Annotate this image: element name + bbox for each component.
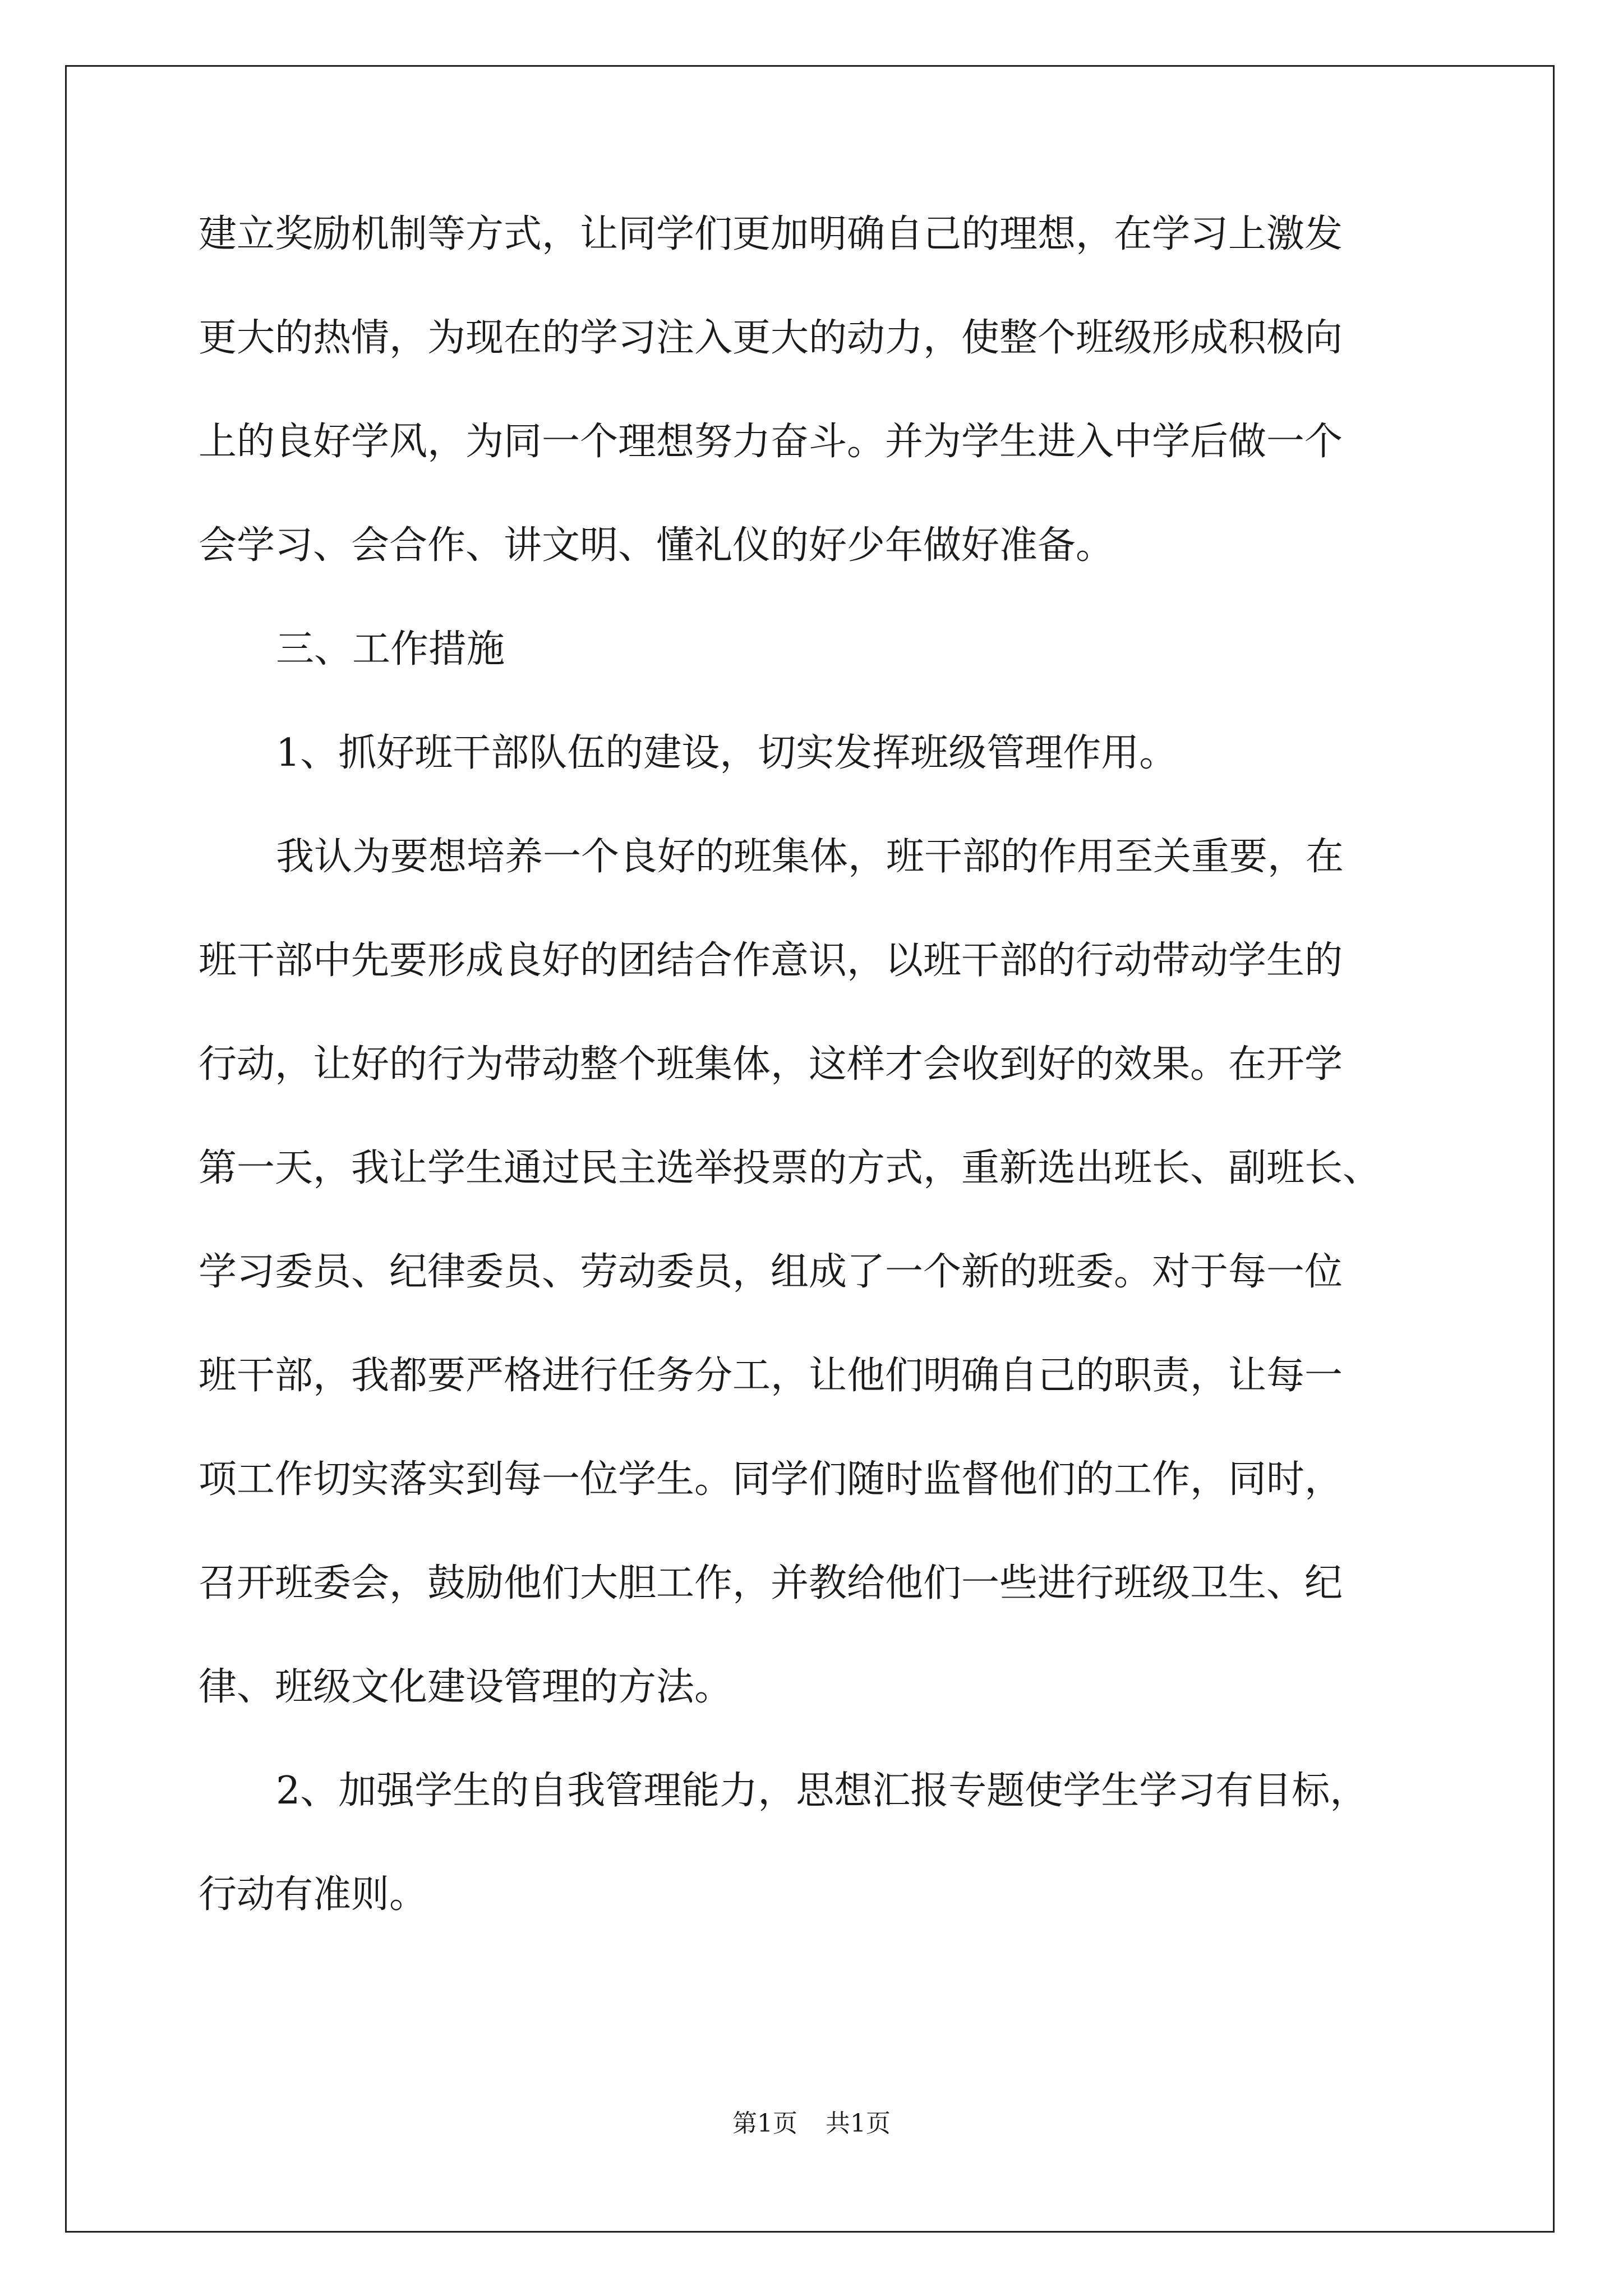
paragraph-line: 会学习、会合作、讲文明、懂礼仪的好少年做好准备。 <box>199 523 1114 568</box>
paragraph-line: 召开班委会，鼓励他们大胆工作，并教给他们一些进行班级卫生、纪 <box>199 1561 1343 1605</box>
page-number: 第1页 <box>732 2109 797 2138</box>
paragraph-line: 我认为要想培养一个良好的班集体，班干部的作用至关重要，在 <box>276 835 1344 879</box>
paragraph-line: 更大的热情，为现在的学习注入更大的动力，使整个班级形成积极向 <box>199 316 1343 360</box>
paragraph-line: 行动，让好的行为带动整个班集体，这样才会收到好的效果。在开学 <box>199 1042 1343 1087</box>
total-pages: 共1页 <box>826 2109 891 2138</box>
subsection-heading: 1、抓好班干部队伍的建设，切实发挥班级管理作用。 <box>276 731 1178 775</box>
paragraph-line: 律、班级文化建设管理的方法。 <box>199 1665 733 1709</box>
paragraph-line: 班干部中先要形成良好的团结合作意识，以班干部的行动带动学生的 <box>199 938 1343 983</box>
subsection-heading: 2、加强学生的自我管理能力，思想汇报专题使学生学习有目标， <box>276 1769 1368 1813</box>
paragraph-line: 行动有准则。 <box>199 1872 428 1917</box>
page-footer <box>0 2107 1623 2141</box>
paragraph-line: 上的良好学风，为同一个理想努力奋斗。并为学生进入中学后做一个 <box>199 420 1343 464</box>
section-heading: 三、工作措施 <box>276 627 505 671</box>
paragraph-line: 学习委员、纪律委员、劳动委员，组成了一个新的班委。对于每一位 <box>199 1250 1343 1294</box>
paragraph-line: 项工作切实落实到每一位学生。同学们随时监督他们的工作，同时， <box>199 1457 1343 1502</box>
paragraph-line: 第一天，我让学生通过民主选举投票的方式，重新选出班长、副班长、 <box>199 1146 1381 1190</box>
paragraph-line: 建立奖励机制等方式，让同学们更加明确自己的理想，在学习上激发 <box>199 212 1343 256</box>
paragraph-line: 班干部，我都要严格进行任务分工，让他们明确自己的职责，让每一 <box>199 1354 1343 1398</box>
